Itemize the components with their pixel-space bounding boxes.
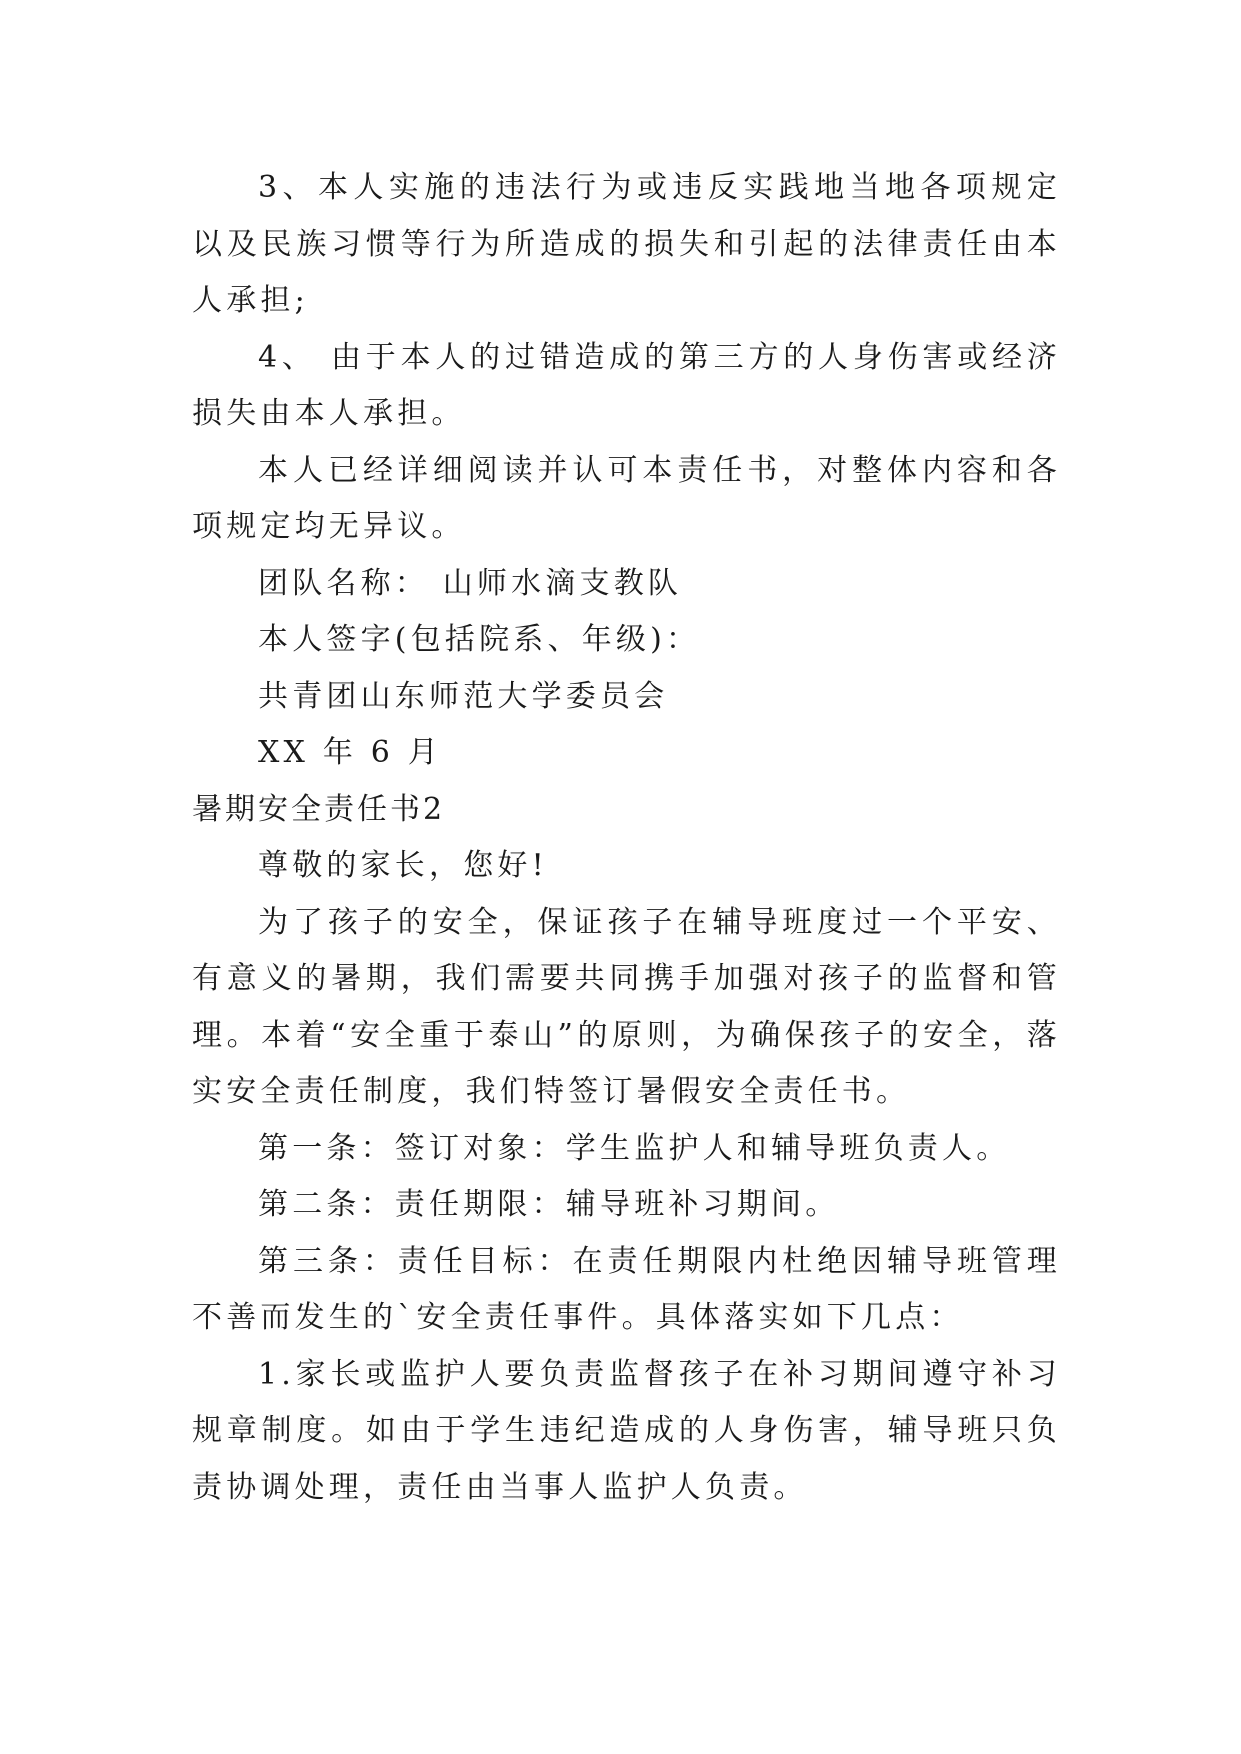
article-2: 第二条：责任期限：辅导班补习期间。 — [258, 1187, 840, 1222]
article-1: 第一条：签订对象：学生监护人和辅导班负责人。 — [258, 1130, 1011, 1166]
paragraph-item-3: 3、本人实施的违法行为或违反实践地当地各项规定以及民族习惯等行为所造成的损失和引起的法律责任由本人承担; — [192, 170, 1061, 318]
paragraph-item-4: 4、 由于本人的过错造成的第三方的人身伤害或经济损失由本人承担。 — [192, 339, 1061, 431]
organization-line: 共青团山东师范大学委员会 — [258, 678, 669, 714]
paragraph-acknowledgement: 本人已经详细阅读并认可本责任书，对整体内容和各项规定均无异议。 — [192, 452, 1061, 544]
point-1: 1.家长或监护人要负责监督孩子在补习期间遵守补习规章制度。如由于学生违纪造成的人身伤害，辅导班只负责协调处理，责任由当事人监护人负责。 — [192, 1356, 1061, 1505]
team-name-line: 团队名称： 山师水滴支教队 — [258, 565, 683, 601]
greeting-line: 尊敬的家长，您好! — [258, 848, 548, 883]
section-title: 暑期安全责任书2 — [192, 791, 446, 827]
intro-paragraph: 为了孩子的安全，保证孩子在辅导班度过一个平安、有意义的暑期，我们需要共同携手加强对孩子的监督和管理。本着“安全重于泰山”的原则，为确保孩子的安全，落实安全责任制度，我们特签订暑假安全责任书。 — [192, 904, 1061, 1109]
signature-line: 本人签字(包括院系、年级)： — [258, 622, 701, 657]
article-3: 第三条：责任目标：在责任期限内杜绝因辅导班管理不善而发生的`安全责任事件。具体落实如下几点： — [192, 1243, 1061, 1335]
date-line: XX 年 6 月 — [258, 735, 443, 770]
